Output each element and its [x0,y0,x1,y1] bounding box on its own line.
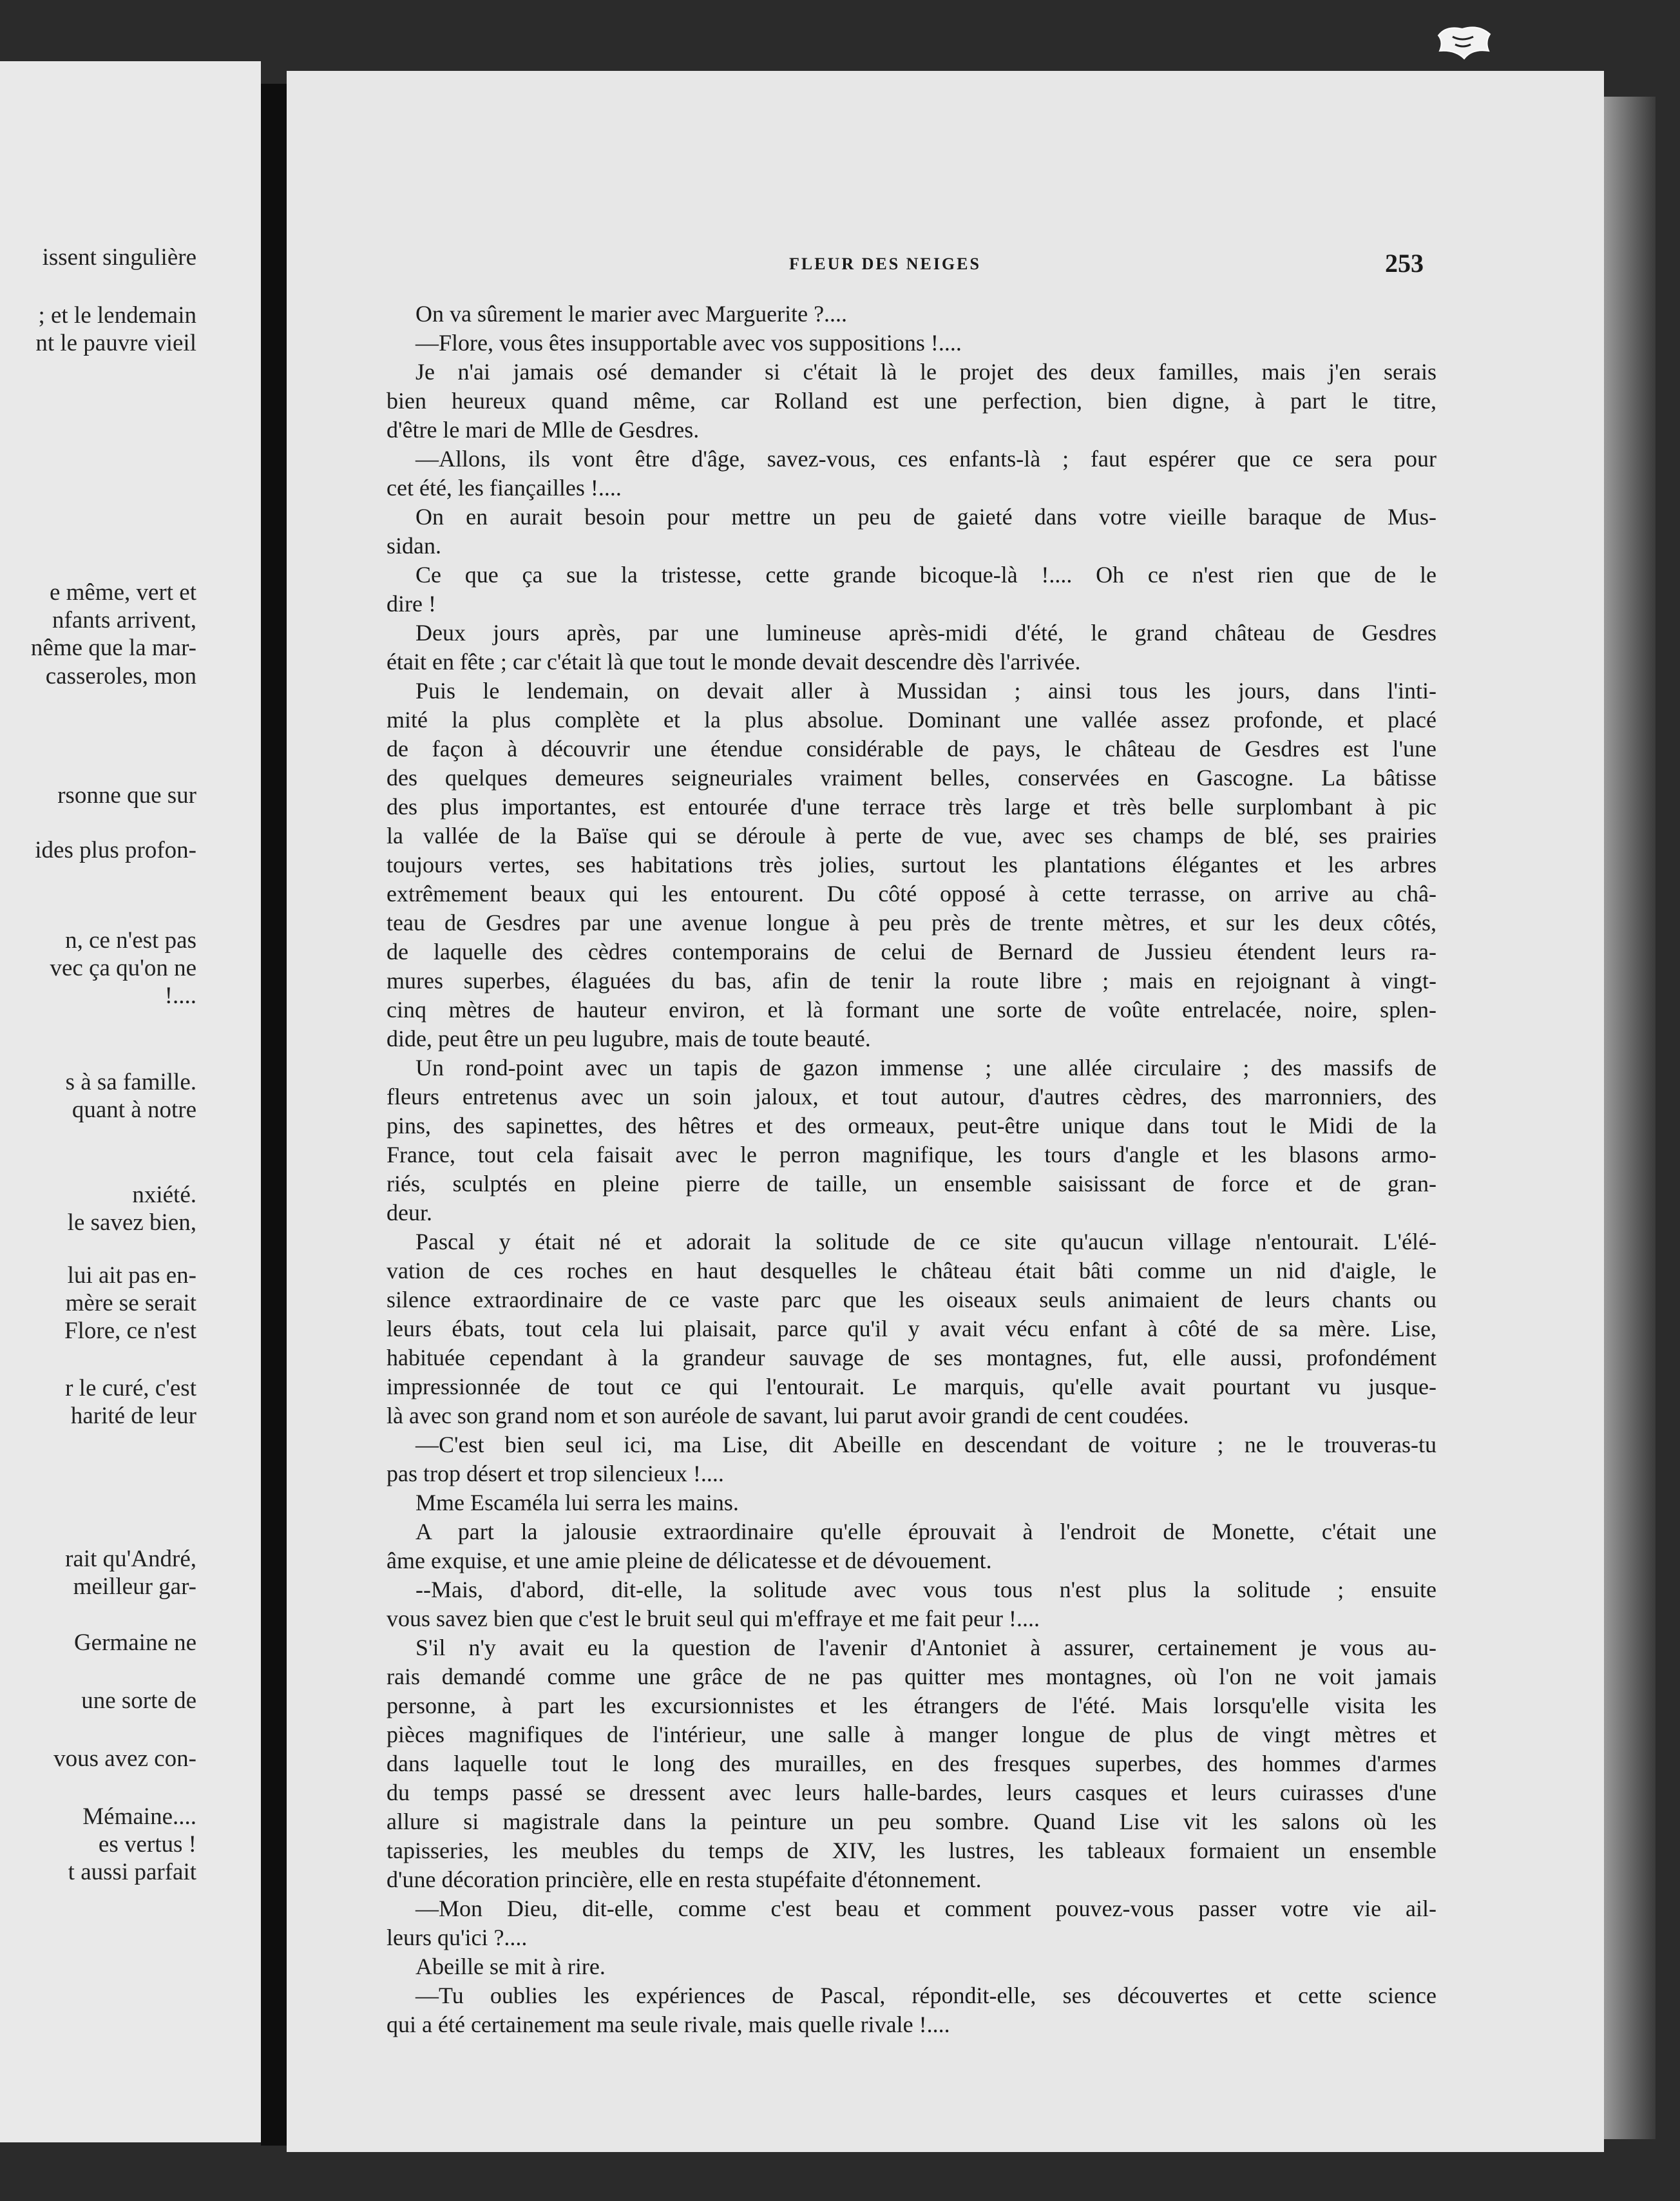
text-line: extrêmement beaux qui les entourent. Du côté opposé à cette terrasse, on arrive au châ- [387,881,1437,907]
text-line: Puis le lendemain, on devait aller à Mussidan ; ainsi tous les jours, dans l'inti- [415,678,1437,704]
text-line: cinq mètres de hauteur environ, et là formant une sorte de voûte entrelacée, noire, splen- [387,997,1437,1023]
text-line: Deux jours après, par une lumineuse après-midi d'été, le grand château de Gesdres [415,620,1437,646]
left-page-line: t aussi parfait [68,1859,196,1885]
left-page-line: Flore, ce n'est [64,1318,196,1344]
text-line: allure si magistrale dans la peinture un peu sombre. Quand Lise vit les salons où les [387,1809,1437,1834]
text-line: pas trop désert et trop silencieux !.... [387,1461,724,1486]
left-page-line: ; et le lendemain [38,302,196,329]
library-stamp-icon [1433,23,1494,61]
left-page-line: es vertus ! [98,1831,196,1858]
text-line: dide, peut être un peu lugubre, mais de toute beauté. [387,1026,871,1052]
text-line: âme exquise, et une amie pleine de délicatesse et de dévouement. [387,1548,992,1573]
text-line: qui a été certainement ma seule rivale, mais quelle rivale !.... [387,2012,950,2037]
text-line: S'il n'y avait eu la question de l'avenir d'Antoniet à assurer, certainement je vous au- [415,1635,1437,1660]
text-line: fleurs entretenus avec un soin jaloux, et tout autour, d'autres cèdres, des marronniers, des [387,1084,1437,1110]
text-line: Ce que ça sue la tristesse, cette grande bicoque-là !.... Oh ce n'est rien que de le [415,562,1437,588]
left-page-line: meilleur gar- [73,1573,196,1600]
text-line: était en fête ; car c'était là que tout le monde devait descendre dès l'arrivée. [387,649,1081,675]
text-line: mité la plus complète et la plus absolue. Dominant une vallée assez profonde, et placé [387,707,1437,733]
text-line: des plus importantes, est entourée d'une terrace très large et très belle surplombant à pic [387,794,1437,820]
book-gutter [261,84,287,2146]
text-line: —Mon Dieu, dit-elle, comme c'est beau et comment pouvez-vous passer votre vie ail- [415,1896,1437,1921]
text-line: silence extraordinaire de ce vaste parc que les oiseaux seuls animaient de leurs chants ou [387,1287,1437,1312]
text-line: mures superbes, élaguées du bas, afin de tenir la route libre ; mais en rejoignant à vingt- [387,968,1437,994]
text-line: vous savez bien que c'est le bruit seul qui m'effraye et me fait peur !.... [387,1606,1040,1631]
left-page-line: rait qu'André, [65,1546,196,1572]
right-page [287,71,1604,2152]
left-page-line: s à sa famille. [65,1069,196,1095]
left-page-line: le savez bien, [67,1209,196,1236]
text-line: Je n'ai jamais osé demander si c'était là le projet des deux familles, mais j'en serais [415,359,1437,385]
text-line: dans laquelle tout le long des murailles, en des fresques superbes, des hommes d'armes [387,1751,1437,1776]
left-page-line: quant à notre [72,1097,196,1123]
text-line: —Flore, vous êtes insupportable avec vos suppositions !.... [415,330,962,356]
left-page-line: Germaine ne [73,1629,196,1656]
page-edge-shadow [1604,97,1656,2139]
left-page-line: !.... [164,983,196,1009]
text-line: rais demandé comme une grâce de ne pas quitter mes montagnes, où l'on ne voit jamais [387,1664,1437,1689]
text-line: pins, des sapinettes, des hêtres et des ormeaux, peut-être unique dans tout le Midi de la [387,1113,1437,1139]
text-line: des quelques demeures seigneuriales vraiment belles, conservées en Gascogne. La bâtisse [387,765,1437,791]
text-line: vation de ces roches en haut desquelles le château était bâti comme un nid d'aigle, le [387,1258,1437,1283]
text-line: —Tu oublies les expériences de Pascal, répondit-elle, ses découvertes et cette science [415,1983,1437,2008]
text-line: là avec son grand nom et son auréole de savant, lui parut avoir grandi de cent coudées. [387,1403,1189,1428]
text-line: sidan. [387,533,441,559]
text-line: toujours vertes, ses habitations très jolies, surtout les plantations élégantes et les arbres [387,852,1437,878]
text-line: Pascal y était né et adorait la solitude de ce site qu'aucun village n'entourait. L'élé- [415,1229,1437,1254]
left-page-line: Mémaine.... [82,1803,196,1830]
text-line: la vallée de la Baïse qui se déroule à perte de vue, avec ses champs de blé, ses prairies [387,823,1437,849]
left-page-line: nt le pauvre vieil [35,330,196,356]
text-line: On va sûrement le marier avec Marguerite ?.... [415,301,848,327]
text-line: Mme Escaméla lui serra les mains. [415,1490,739,1515]
body-text [387,300,1437,2039]
left-page-line: harité de leur [70,1403,196,1429]
text-line: pièces magnifiques de l'intérieur, une salle à manger longue de plus de vingt mètres et [387,1722,1437,1747]
text-line: de façon à découvrir une étendue considérable de pays, le château de Gesdres est l'une [387,736,1437,762]
page-header [287,248,1604,287]
left-facing-page [0,61,261,2142]
text-line: impressionnée de tout ce qui l'entourait. Le marquis, qu'elle avait pourtant vu jusque- [387,1374,1437,1399]
text-line: leurs qu'ici ?.... [387,1925,528,1950]
left-page-line: nême que la mar- [30,635,196,661]
text-line: teau de Gesdres par une avenue longue à peu près de trente mètres, et sur les deux côtés, [387,910,1437,936]
text-line: France, tout cela faisait avec le perron magnifique, les tours d'angle et les blasons armo- [387,1142,1437,1168]
text-line: —C'est bien seul ici, ma Lise, dit Abeille en descendant de voiture ; ne le trouveras-tu [415,1432,1437,1457]
left-page-line: vec ça qu'on ne [50,955,196,981]
text-line: leurs ébats, tout cela lui plaisait, parce qu'il y avait vécu enfant à côté de sa mère. Lise, [387,1316,1437,1341]
left-page-line: e même, vert et [49,579,196,606]
text-line: Abeille se mit à rire. [415,1954,606,1979]
text-line: du temps passé se dressent avec leurs halle-bardes, leurs casques et leurs cuirasses d'une [387,1780,1437,1805]
text-line: dire ! [387,591,436,617]
text-line: d'une décoration princière, elle en resta stupéfaite d'étonnement. [387,1867,982,1892]
text-line: Un rond-point avec un tapis de gazon immense ; une allée circulaire ; des massifs de [415,1055,1437,1081]
left-page-line: issent singulière [42,244,196,271]
text-line: --Mais, d'abord, dit-elle, la solitude avec vous tous n'est plus la solitude ; ensuite [415,1577,1437,1602]
left-page-line: r le curé, c'est [65,1375,196,1401]
text-line: riés, sculptés en pleine pierre de taille, un ensemble saisissant de force et de gran- [387,1171,1437,1197]
left-page-line: nfants arrivent, [52,607,196,633]
text-line: personne, à part les excursionnistes et les étrangers de l'été. Mais lorsqu'elle visita les [387,1693,1437,1718]
left-page-line: lui ait pas en- [67,1262,196,1289]
text-line: bien heureux quand même, car Rolland est une perfection, bien digne, à part le titre, [387,388,1437,414]
left-page-line: mère se serait [65,1290,196,1316]
left-page-line: nxiété. [132,1182,196,1208]
text-line: d'être le mari de Mlle de Gesdres. [387,417,700,443]
text-line: —Allons, ils vont être d'âge, savez-vous, ces enfants-là ; faut espérer que ce sera pour [415,446,1437,472]
text-line: habituée cependant à la grandeur sauvage de ses montagnes, fut, elle aussi, profondément [387,1345,1437,1370]
left-page-line: ides plus profon- [35,837,196,863]
running-title: FLEUR DES NEIGES [789,255,981,273]
left-page-line: casseroles, mon [45,663,196,689]
text-line: cet été, les fiançailles !.... [387,475,622,501]
left-page-line: une sorte de [81,1687,196,1714]
text-line: A part la jalousie extraordinaire qu'elle éprouvait à l'endroit de Monette, c'était une [415,1519,1437,1544]
page-number: 253 [1385,249,1424,278]
left-page-line: vous avez con- [53,1745,196,1772]
text-line: tapisseries, les meubles du temps de XIV, les lustres, les tableaux formaient un ensemble [387,1838,1437,1863]
text-line: deur. [387,1200,432,1225]
text-line: de laquelle des cèdres contemporains de celui de Bernard de Jussieu étendent leurs ra- [387,939,1437,965]
left-page-line: n, ce n'est pas [65,927,196,954]
left-page-line: rsonne que sur [57,782,196,809]
text-line: On en aurait besoin pour mettre un peu de gaieté dans votre vieille baraque de Mus- [415,504,1437,530]
